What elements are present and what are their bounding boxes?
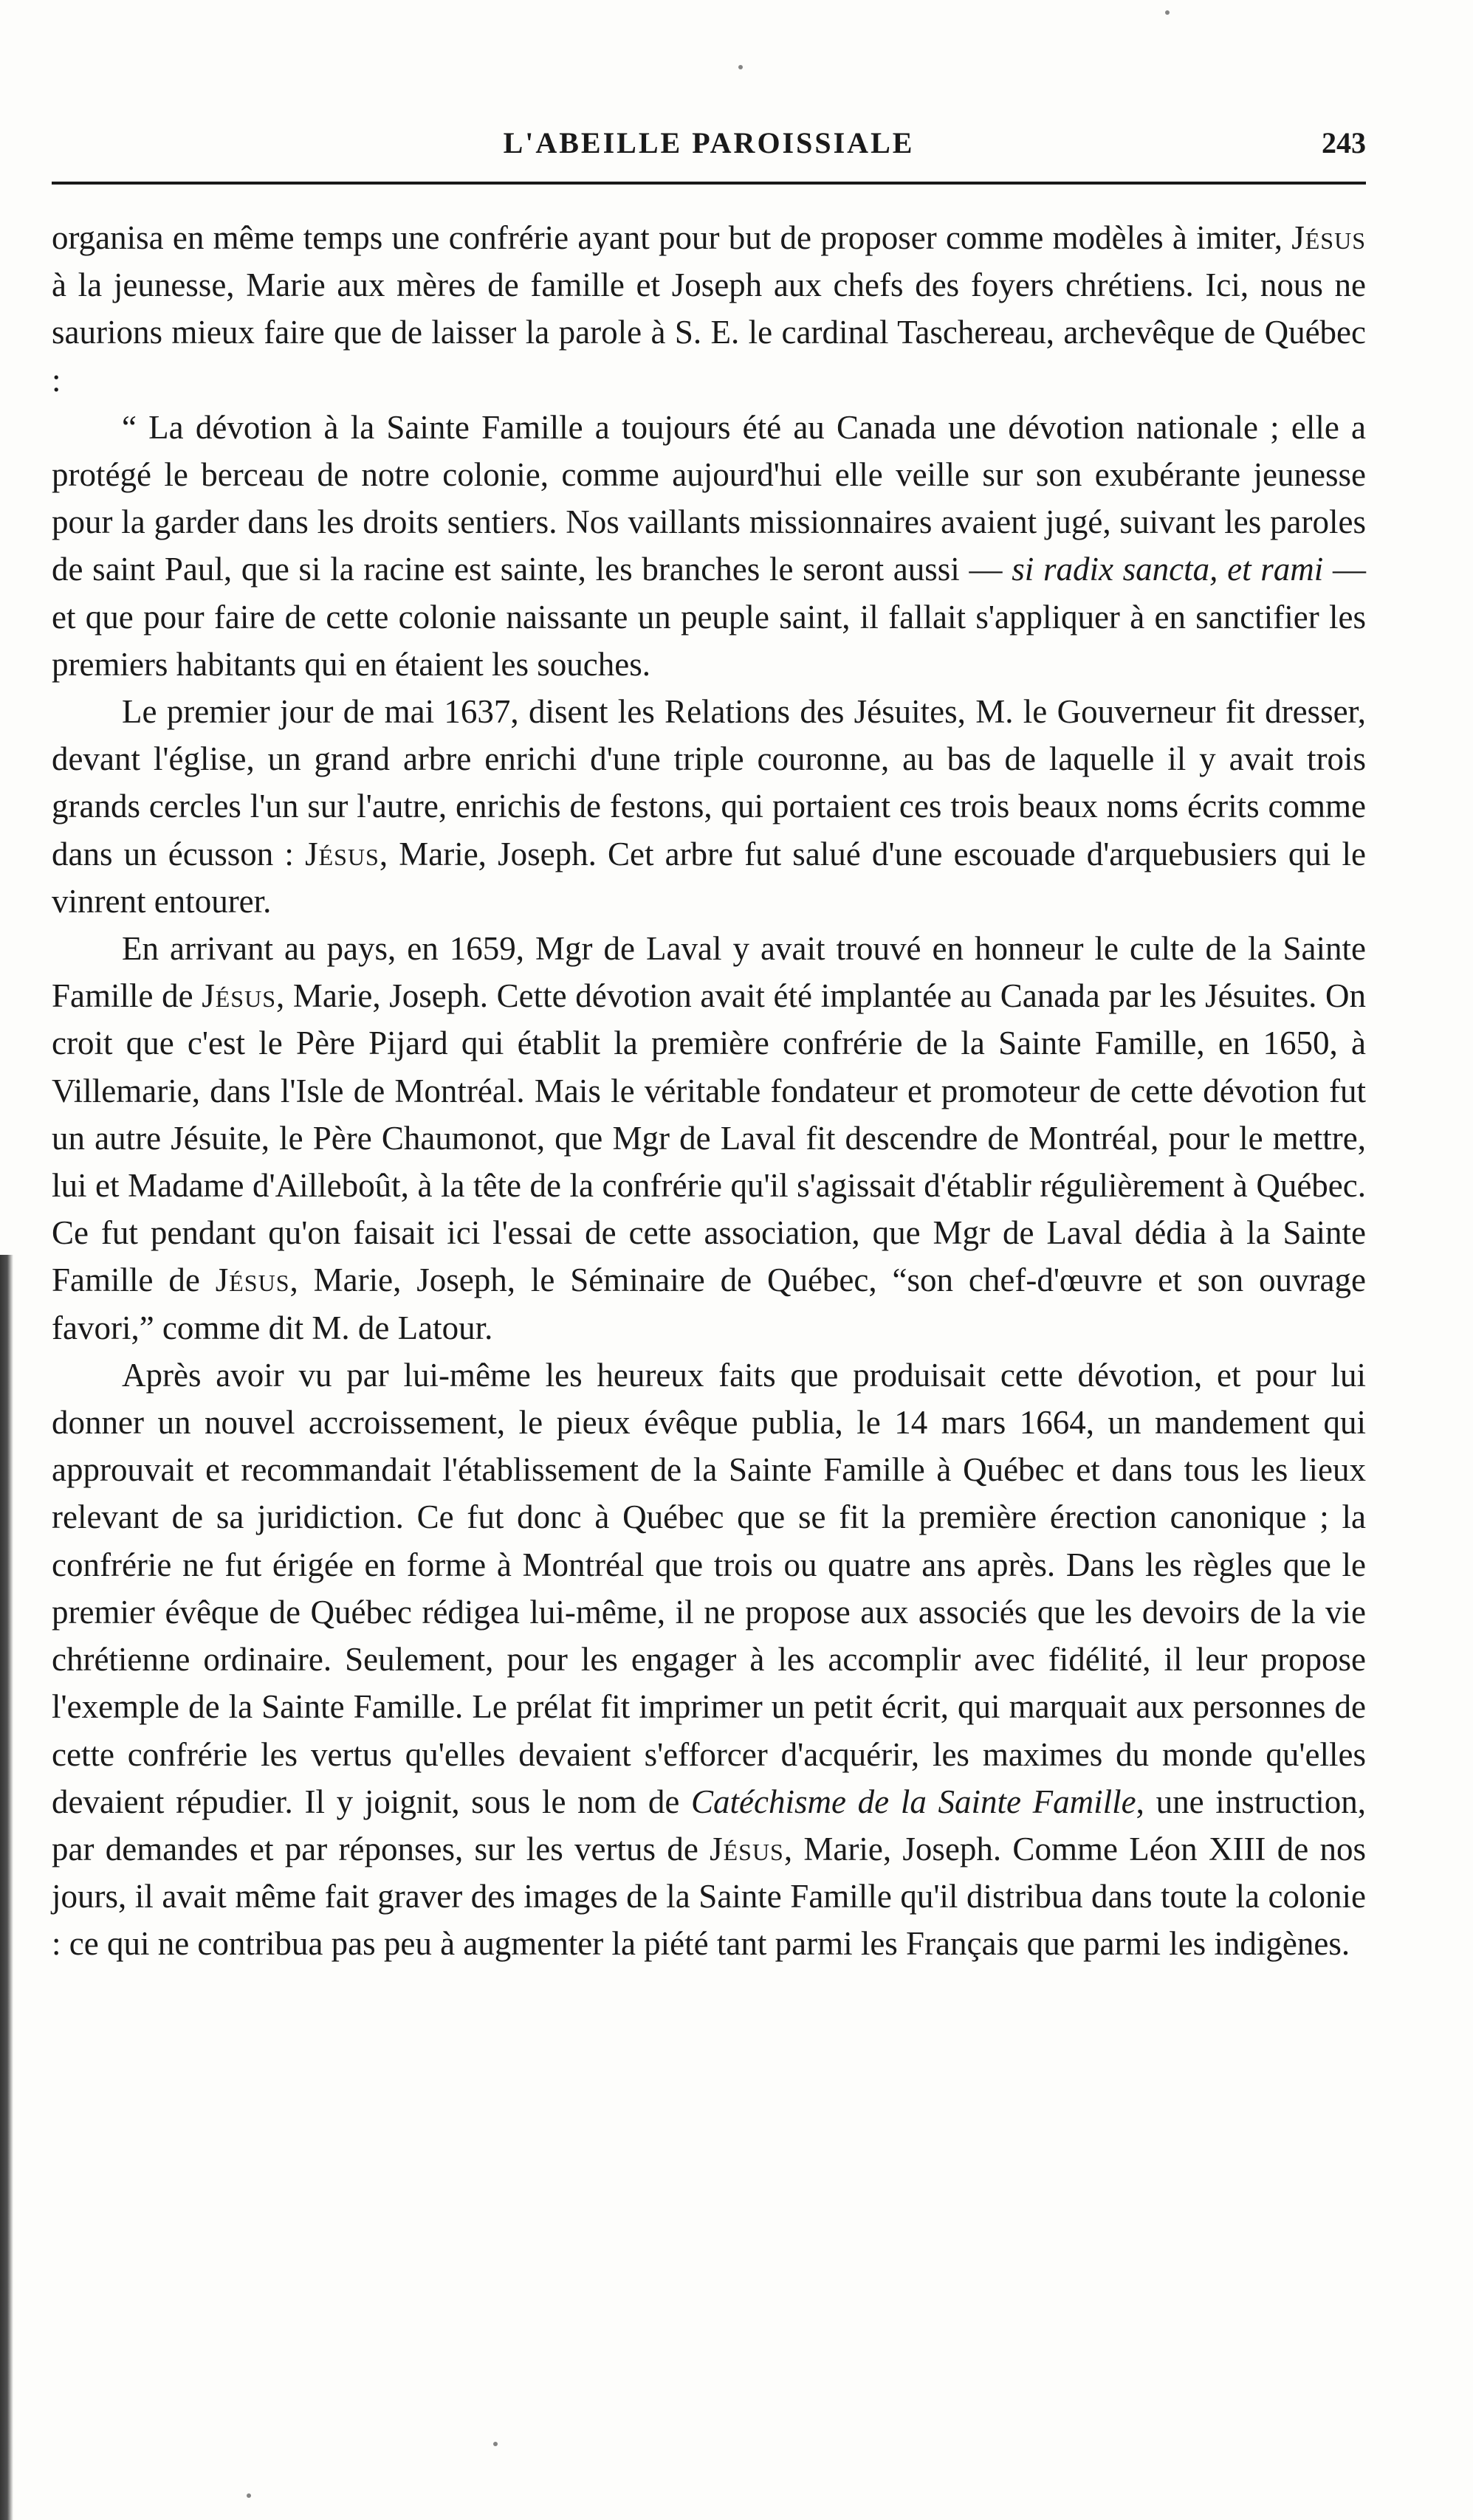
scan-speck [493,2442,498,2446]
text-run: En arrivant au pays, en 1659, Mgr de Laval y avait trouvé en honneur le culte de la Sainte Famille de [52,930,1366,1015]
small-caps-text: Jésus [202,977,277,1015]
paragraph [52,688,1366,925]
paragraph [52,214,1366,404]
binding-shadow [0,1255,13,2520]
scan-speck [247,2493,251,2498]
header-rule [52,182,1366,185]
scan-speck [738,65,743,69]
text-run: , Marie, Joseph. Comme Léon XIII de nos jours, il avait même fait graver des images de la Sainte Famille qu'il distribua dans toute la colonie : ce qui ne contribua pas peu à augmenter la piété tant parmi les Français que parmi les indigènes. [52,1830,1366,1963]
small-caps-text: Jésus [710,1830,784,1867]
text-run: “ La dévotion à la Sainte Famille a toujours été au Canada une dévotion nationale ; elle a protégé le berceau de notre colonie, comme aujourd'hui elle veille sur son exubérante jeunesse pour la garder dans les droits sentiers. Nos vaillants missionnaires avaient jugé, suivant les paroles de saint Paul, que si la racine est sainte, les branches le seront aussi — [52,408,1366,588]
paragraph [52,404,1366,688]
text-run: , une instruction, par demandes et par réponses, sur les vertus de [52,1783,1366,1867]
paragraph [52,1352,1366,1968]
body-text [52,214,1366,1968]
text-run: Après avoir vu par lui-même les heureux faits que produisait cette dévotion, et pour lui donner un nouvel accroissement, le pieux évêque publia, le 14 mars 1664, un mandement qui approuvait et recommandait l'établissement de la Sainte Famille à Québec et dans tous les lieux relevant de sa juridiction. Ce fut donc à Québec que se fit la première érection canonique ; la confrérie ne fut érigée en forme à Montréal que trois ou quatre ans après. Dans les règles que le premier évêque de Québec rédigea lui-même, il ne propose aux associés que les devoirs de la vie chrétienne ordinaire. Seulement, pour les engager à les accomplir avec fidélité, il leur propose l'exemple de la Sainte Famille. Le prélat fit imprimer un petit écrit, qui marquait aux personnes de cette confrérie les vertus qu'elles devaient s'efforcer d'acquérir, les maximes du monde qu'elles devaient répudier. Il y joignit, sous le nom de [52,1356,1366,1820]
small-caps-text: Jésus [305,835,380,872]
running-title: L'ABEILLE PAROISSIALE [503,126,915,159]
italic-text: Catéchisme de la Sainte Famille [691,1783,1136,1820]
text-run: organisa en même temps une confrérie ayant pour but de proposer comme modèles à imiter, [52,219,1292,256]
text-run: , Marie, Joseph. Cette dévotion avait été implantée au Canada par les Jésuites. On croit que c'est le Père Pijard qui établit la première confrérie de la Sainte Famille, en 1650, à Villemarie, dans l'Isle de Montréal. Mais le véritable fondateur et promoteur de cette dévotion fut un autre Jésuite, le Père Chaumonot, que Mgr de Laval fit descendre de Montréal, pour le mettre, lui et Madame d'Ailleboût, à la tête de la confrérie qu'il s'agissait d'établir régulièrement à Québec. Ce fut pendant qu'on faisait ici l'essai de cette association, que Mgr de Laval dédia à la Sainte Famille de [52,977,1366,1299]
text-run: Le premier jour de mai 1637, disent les Relations des Jésuites, M. le Gouverneur fit dresser, devant l'église, un grand arbre enrichi d'une triple couronne, au bas de laquelle il y avait trois grands cercles l'un sur l'autre, enrichis de festons, qui portaient ces trois beaux noms écrits comme dans un écusson : [52,693,1366,872]
paragraph [52,925,1366,1352]
running-head [52,125,1366,170]
text-run: à la jeunesse, Marie aux mères de famille et Joseph aux chefs des foyers chrétiens. Ici, nous ne saurions mieux faire que de laisser la parole à S. E. le cardinal Taschereau, archevêque de Québec : [52,266,1366,399]
text-run: — et que pour faire de cette colonie naissante un peuple saint, il fallait s'appliquer à en sanctifier les premiers habitants qui en étaient les souches. [52,551,1367,683]
italic-text: si radix sancta, et rami [1012,551,1324,588]
page-number: 243 [1322,126,1366,159]
small-caps-text: Jésus [1291,219,1366,256]
scan-speck [1165,10,1170,15]
text-run: , Marie, Joseph, le Séminaire de Québec, “son chef-d'œuvre et son ouvrage favori,” comme dit M. de Latour. [52,1261,1366,1346]
small-caps-text: Jésus [215,1261,290,1299]
text-run: , Marie, Joseph. Cet arbre fut salué d'une escouade d'arquebusiers qui le vinrent entourer. [52,835,1366,920]
